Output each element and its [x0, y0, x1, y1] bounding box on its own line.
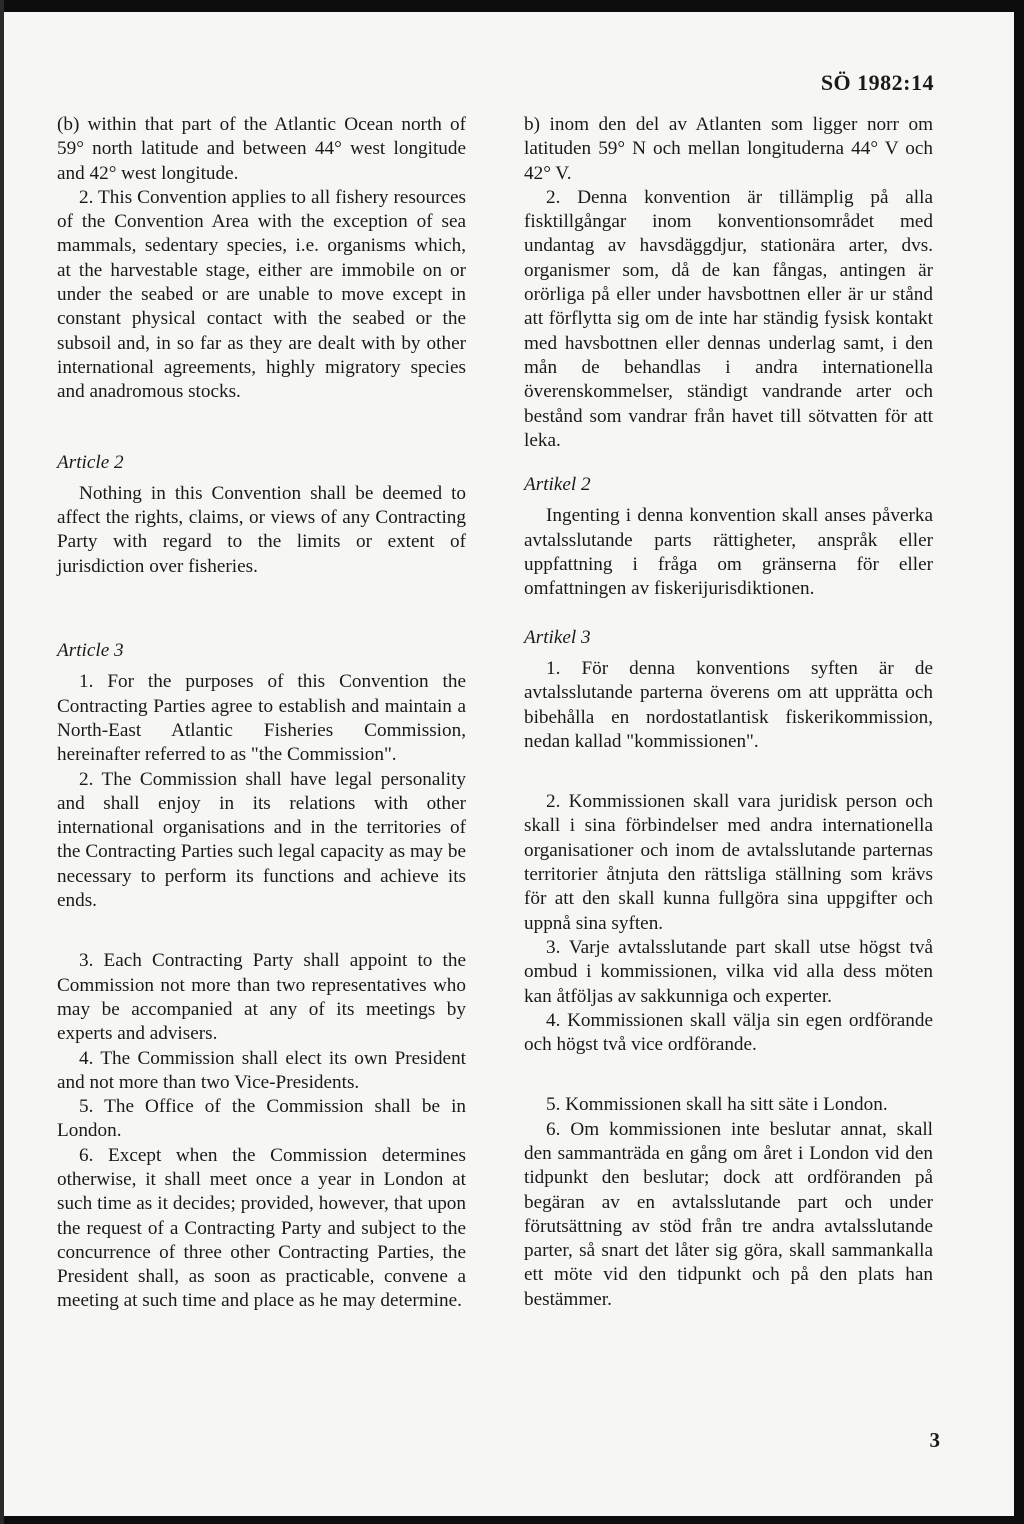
- article-2-heading-en: Article 2: [57, 451, 124, 473]
- scan-border-top: [0, 0, 1024, 12]
- document-reference: SÖ 1982:14: [820, 70, 934, 95]
- paragraph-2-sv: 2. Denna konvention är tillämplig på alla fisktillgångar inom konventionsområdet med undantag av havsdäggdjur, stationära arter, dvs. organismer som, då de kan fångas, antingen är orörliga på eller under havsbottnen eller är ur stånd att förflytta sig om de inte har ständig fysisk kontakt med havsbottnen eller dennas underlag samt, i den mån de behandlas i andra internationella överenskommelser, ständigt vandrande arter och bestånd som vandrar från havet till sötvatten för att leka.: [524, 186, 933, 451]
- article-2-text-en: Nothing in this Convention shall be deemed to affect the rights, claims, or views of any Contracting Party with regard to the limits or extent of jurisdiction over fisheries.: [57, 482, 466, 577]
- scan-border-left: [0, 0, 4, 1524]
- english-column: [57, 113, 466, 1314]
- swedish-column: [524, 113, 933, 1312]
- scan-border-right: [1014, 0, 1024, 1524]
- scan-border-bottom: [0, 1516, 1024, 1524]
- article-3-para-6-en: 6. Except when the Commission determines otherwise, it shall meet once a year in London at such time as it decides; provided, however, that upon the request of a Contracting Party and subject to the concurrence of three other Contracting Parties, the President shall, as soon as practicable, convene a meeting at such time and place as he may determine.: [57, 1144, 466, 1312]
- article-3-para-3-en: 3. Each Contracting Party shall appoint to the Commission not more than two representatives who may be accompanied at any of its meetings by experts and advisers.: [57, 950, 466, 1045]
- paragraph-b-en: (b) within that part of the Atlantic Ocean north of 59° north latitude and between 44° west longitude and 42° west longitude.: [57, 114, 466, 184]
- article-3-para-5-en: 5. The Office of the Commission shall be in London.: [57, 1096, 466, 1142]
- article-3-para-5-sv: 5. Kommissionen skall ha sitt säte i London.: [546, 1094, 888, 1116]
- article-3-para-2-sv: 2. Kommissionen skall vara juridisk person och skall i sina förbindelser med andra internationella organisationer och inom de avtalsslutande parternas territorier åtnjuta den rättsliga ställning som krävs för att den skall kunna fullgöra sina uppgifter och uppnå sina syften.: [524, 791, 933, 934]
- article-3-para-2-en: 2. The Commission shall have legal personality and shall enjoy in its relations with other international organisations and in the territories of the Contracting Parties such legal capacity as may be necessary to perform its functions and achieve its ends.: [57, 768, 466, 912]
- article-3-heading-en: Article 3: [57, 640, 124, 662]
- article-3-para-1-en: 1. For the purposes of this Convention the Contracting Parties agree to establish and maintain a North-East Atlantic Fisheries Commission, hereinafter referred to as "the Commission".: [57, 671, 466, 766]
- page-number: 3: [929, 1428, 940, 1452]
- article-3-para-1-sv: 1. För denna konventions syften är de avtalsslutande parterna överens om att upprätta och bibehålla en nordostatlantisk fiskerikommission, nedan kallad "kommissionen".: [524, 657, 933, 752]
- article-3-para-6-sv: 6. Om kommissionen inte beslutar annat, skall den sammanträda en gång om året i London vid den tidpunkt den beslutar; dock att ordföranden på begäran av en avtalsslutande part och under förutsättning av stöd från tre andra avtalsslutande parter, så snart det låter sig göra, skall sammankalla ett möte vid den tidpunkt och på den plats han bestämmer.: [524, 1118, 933, 1310]
- article-3-para-3-sv: 3. Varje avtalsslutande part skall utse högst två ombud i kommissionen, vilka vid alla dess möten kan åtföljas av sakkunniga och experter.: [524, 936, 933, 1007]
- article-2-text-sv: Ingenting i denna konvention skall anses påverka avtalsslutande parts rättigheter, anspråk eller uppfattning i fråga om gränserna för eller omfattningen av fiskerijurisdiktionen.: [524, 505, 933, 600]
- paragraph-2-en: 2. This Convention applies to all fishery resources of the Convention Area with the exception of sea mammals, sedentary species, i.e. organisms which, at the harvestable stage, either are immobile on or under the seabed or are unable to move except in constant physical contact with the seabed or the subsoil and, in so far as they are dealt with by other international agreements, highly migratory species and anadromous stocks.: [57, 186, 466, 403]
- article-3-heading-sv: Artikel 3: [524, 626, 591, 648]
- article-2-heading-sv: Artikel 2: [524, 474, 591, 496]
- paragraph-b-sv: b) inom den del av Atlanten som ligger norr om latituden 59° N och mellan longituderna 44° V och 42° V.: [524, 114, 933, 184]
- article-3-para-4-en: 4. The Commission shall elect its own President and not more than two Vice-Presidents.: [57, 1047, 466, 1093]
- article-3-para-4-sv: 4. Kommissionen skall välja sin egen ordförande och högst två vice ordförande.: [524, 1009, 933, 1056]
